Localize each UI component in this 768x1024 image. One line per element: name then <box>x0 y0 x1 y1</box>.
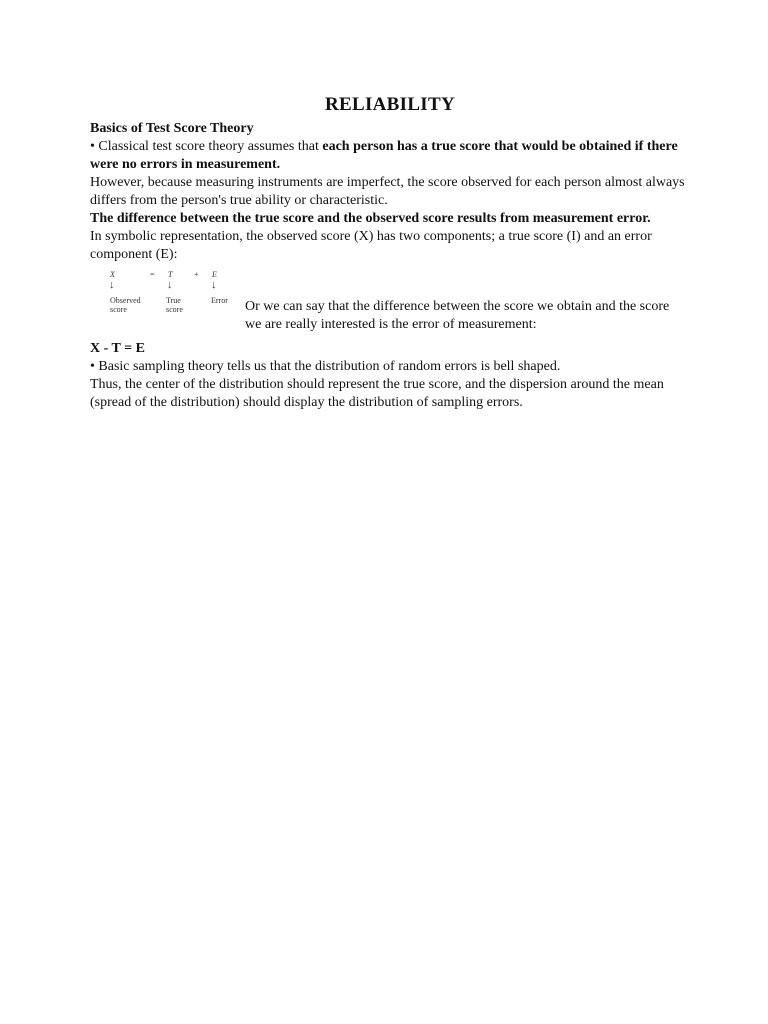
section-heading: Basics of Test Score Theory <box>90 121 254 136</box>
diagram-x-symbol: X <box>110 270 115 279</box>
equation-diagram-image <box>98 270 238 320</box>
paragraph-measurement-error: The difference between the true score and the observed score results from measurement error. <box>90 211 651 226</box>
down-arrow-icon: ↓ <box>167 279 173 291</box>
diagram-plus-sign: + <box>194 270 199 279</box>
page-title: RELIABILITY <box>324 94 455 115</box>
diagram-e-symbol: E <box>212 270 217 279</box>
diagram-true-label-line1: True <box>166 296 181 305</box>
bold-statement: each person has a true score that would be obtained if there were no errors in measurement. <box>90 139 678 172</box>
formula: X - T = E <box>90 341 145 356</box>
paragraph-sampling-theory: • Basic sampling theory tells us that the distribution of random errors is bell shaped. <box>90 359 561 374</box>
equation-diagram-row <box>90 268 690 340</box>
down-arrow-icon: ↓ <box>211 279 217 291</box>
diagram-observed-label-line2: score <box>110 305 127 314</box>
diagram-equals-sign: = <box>150 270 155 279</box>
paragraph-difference-explanation: Or we can say that the difference between the score we obtain and the score we are really interested is the error of measurement: <box>245 299 670 332</box>
document-body <box>90 94 690 412</box>
bullet-lead-text: • Classical test score theory assumes that <box>90 139 323 154</box>
diagram-t-symbol: T <box>168 270 173 279</box>
paragraph-true-score-assumption <box>90 138 690 174</box>
diagram-error-label: Error <box>211 296 228 305</box>
paragraph-distribution-center: Thus, the center of the distribution should represent the true score, and the dispersion around the mean (spread of the distribution) should display the distribution of sampling errors. <box>90 377 664 410</box>
paragraph-symbolic-representation: In symbolic representation, the observed score (X) has two components; a true score (I) and an error component (E): <box>90 229 652 262</box>
diagram-true-label-line2: score <box>166 305 183 314</box>
down-arrow-icon: ↓ <box>109 279 115 291</box>
paragraph-imperfect-instruments: However, because measuring instruments are imperfect, the score observed for each person almost always differs from the person's true ability or characteristic. <box>90 175 685 208</box>
diagram-observed-label-line1: Observed <box>110 296 141 305</box>
